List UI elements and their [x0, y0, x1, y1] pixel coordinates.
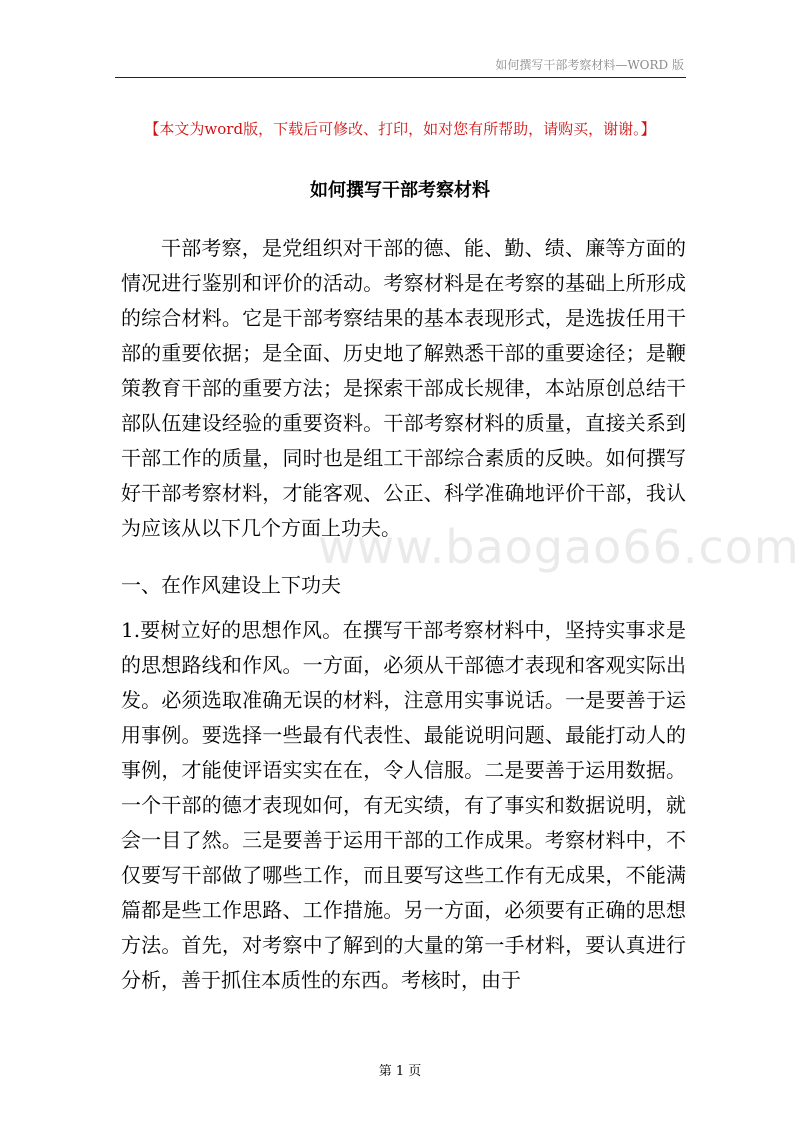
section-1-paragraph: 1.要树立好的思想作风。在撰写干部考察材料中，坚持实事求是的思想路线和作风。一方面，必须从干部德才表现和客观实际出发。必须选取准确无误的材料，注意用实事说话。一是要善于运用事例。要选择一些最有代表性、最能说明问题、最能打动人的事例，才能使评语实实在在，令人信服。二是要善于运用数据。一个干部的德才表现如何，有无实绩，有了事实和数据说明，就会一目了然。三是要善于运用干部的工作成果。考察材料中，不仅要写干部做了哪些工作，而且要写这些工作有无成果，不能满篇都是些工作思路、工作措施。另一方面，必须要有正确的思想方法。首先，对考察中了解到的大量的第一手材料，要认真进行分析，善于抓住本质性的东西。考核时，由于: [121, 618, 686, 992]
header-divider: [115, 77, 686, 78]
document-title: 如何撰写干部考察材料: [310, 180, 490, 201]
section-heading-1: 一、在作风建设上下功夫: [121, 573, 341, 597]
purchase-notice: 【本文为word版，下载后可修改、打印，如对您有所帮助，请购买，谢谢。】: [144, 120, 656, 138]
running-header-title: 如何撰写干部考察材料—WORD 版: [495, 58, 684, 72]
page-number: 第 1 页: [378, 1064, 422, 1079]
intro-paragraph: 干部考察，是党组织对干部的德、能、勤、绩、廉等方面的情况进行鉴别和评价的活动。考察材料是在考察的基础上所形成的综合材料。它是干部考察结果的基本表现形式，是选拔任用干部的重要依据；是全面、历史地了解熟悉干部的重要途径；是鞭策教育干部的重要方法；是探索干部成长规律，本站原创总结干部队伍建设经验的重要资料。干部考察材料的质量，直接关系到干部工作的质量，同时也是组工干部综合素质的反映。如何撰写好干部考察材料，才能客观、公正、科学准确地评价干部，我认为应该从以下几个方面上功夫。: [121, 236, 686, 540]
site-watermark: www.baogao66.com: [318, 520, 800, 574]
